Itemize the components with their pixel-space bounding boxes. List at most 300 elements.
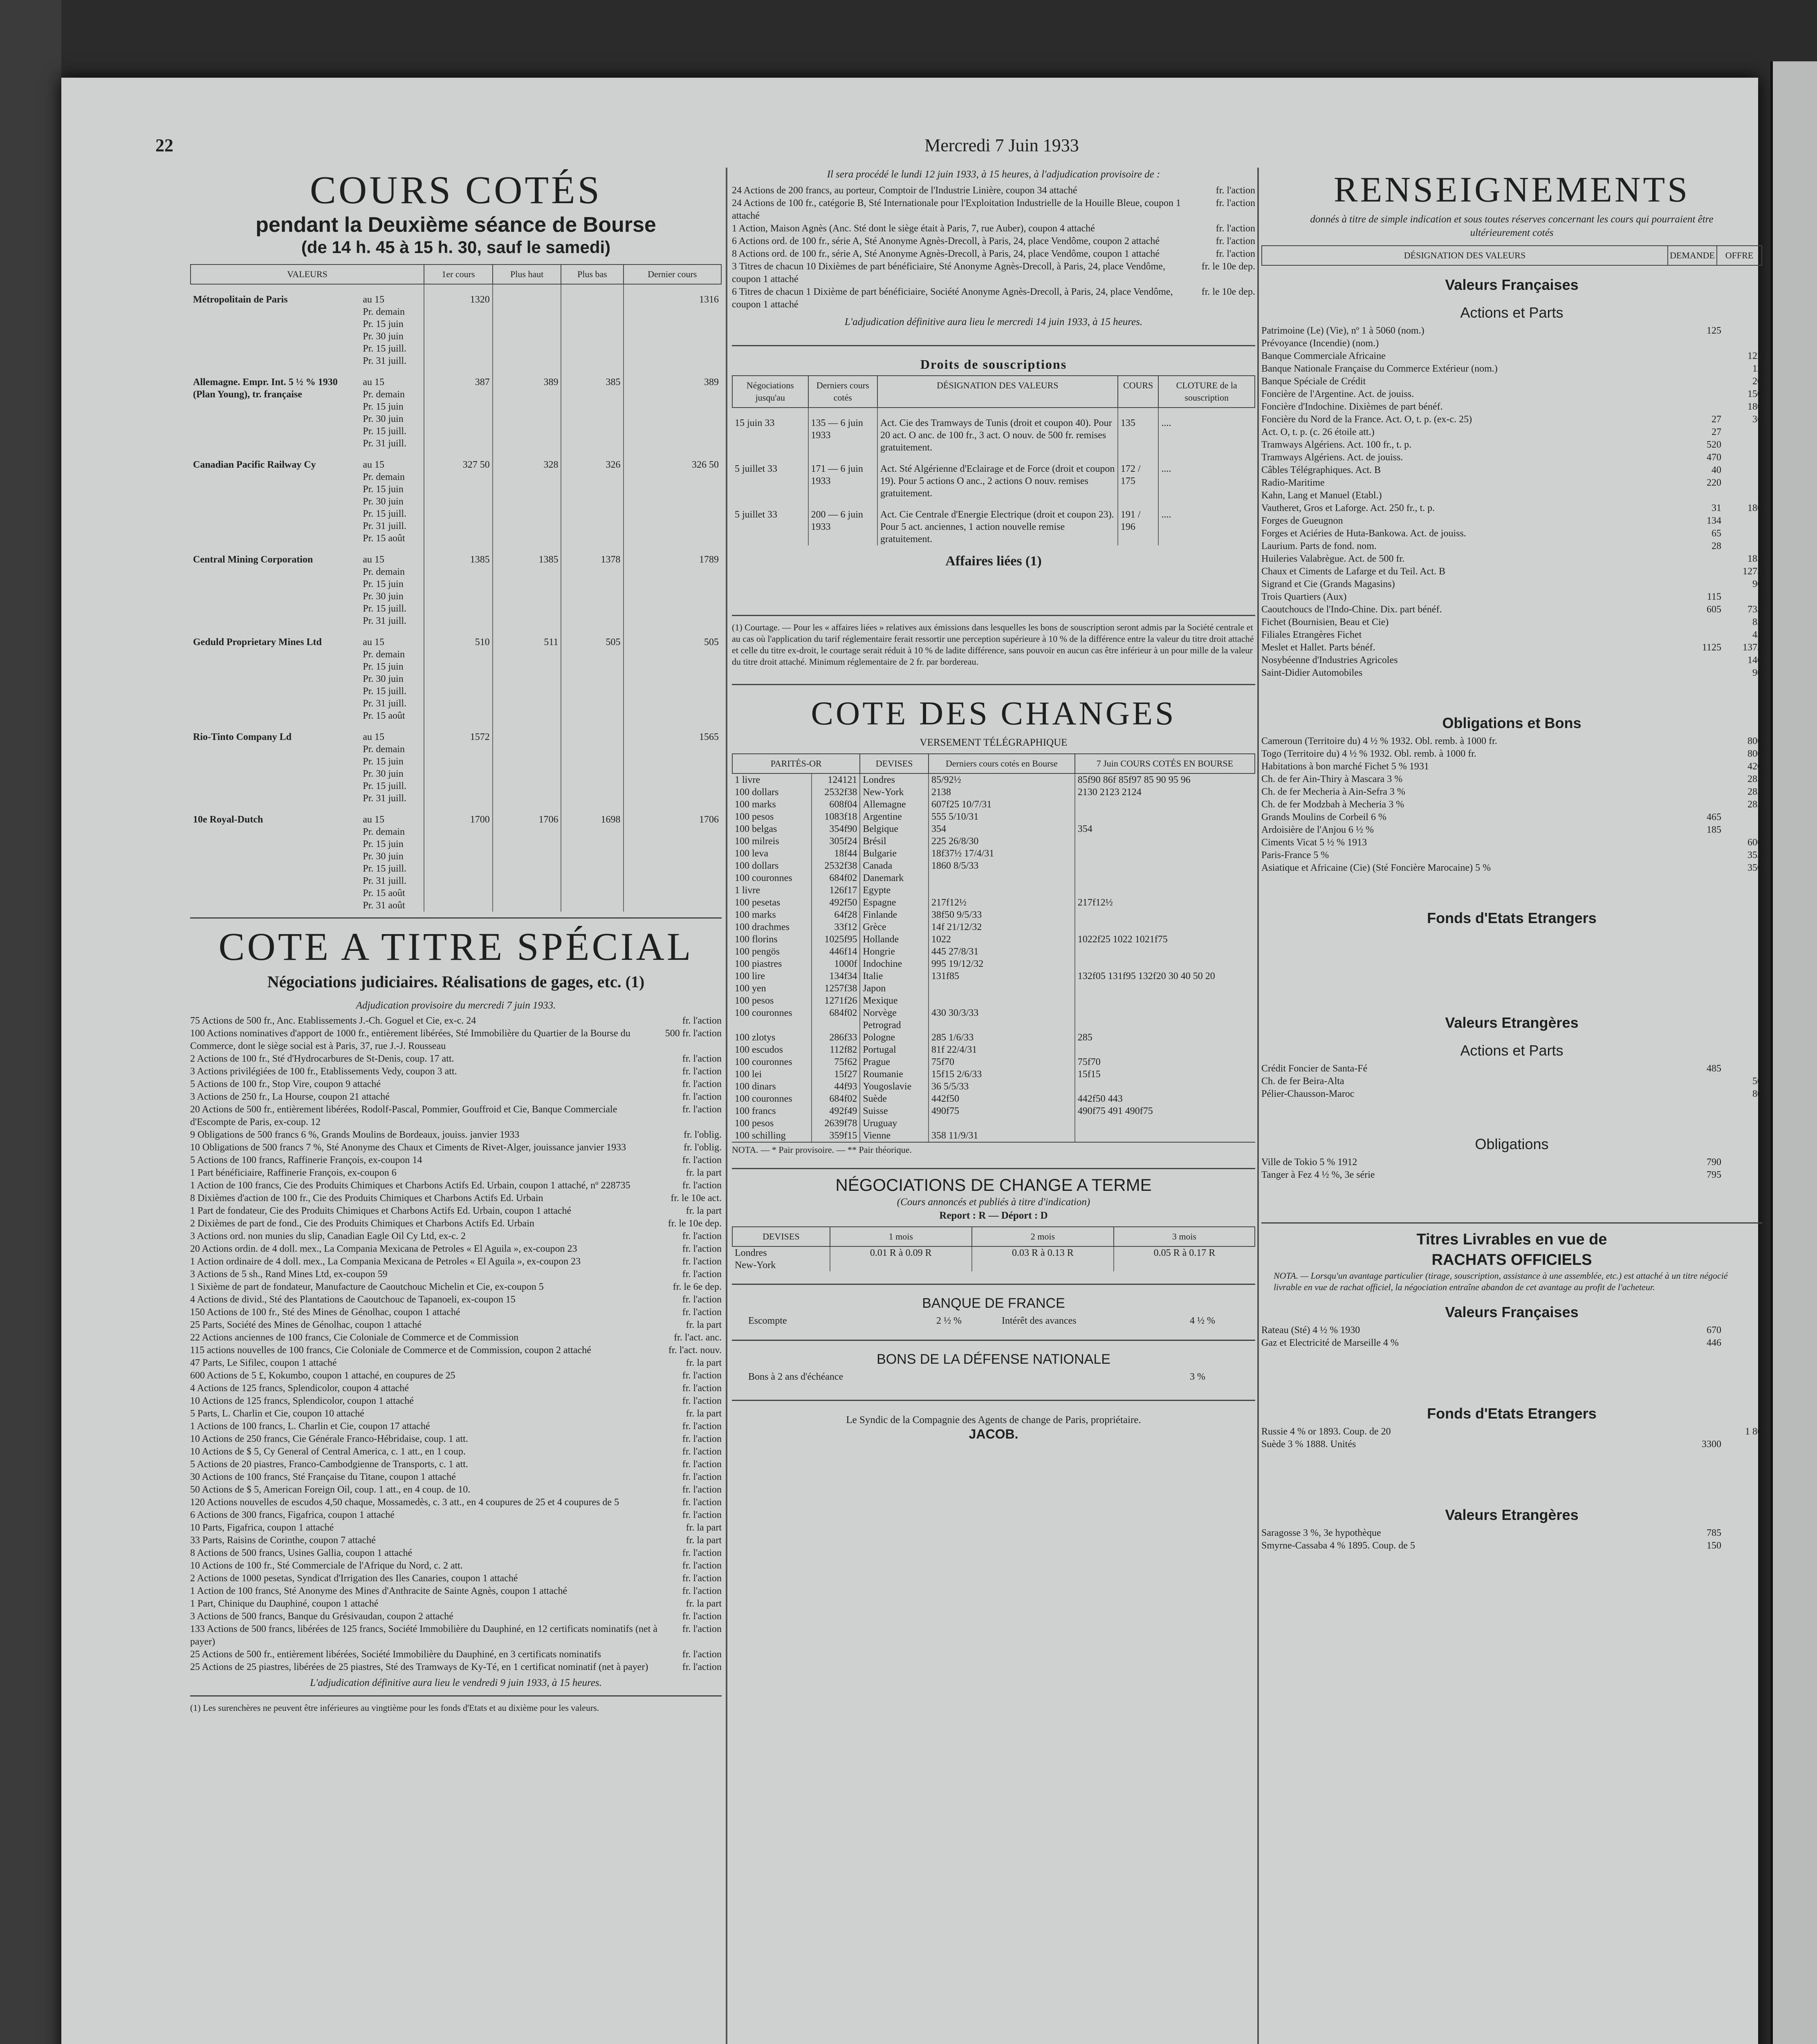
lot-item [190, 1382, 722, 1395]
table-row [732, 872, 1255, 884]
valeur-designation: Huileries Valabrègue. Act. de 500 fr. [1261, 554, 1405, 564]
valeur-designation: Asiatique et Africaine (Cie) (Sté Foncière Marocaine) 5 % [1261, 863, 1491, 873]
valeur-demande: 520 [1707, 439, 1721, 450]
lot-item [732, 260, 1255, 286]
titres-title2: RACHATS OFFICIELS [1431, 1251, 1592, 1269]
lot-text: 20 Actions de 500 fr., entièrement libérées, Rodolf-Pascal, Pommier, Gouffroid et Cie, Banque Commerciale d'Escompte de Paris, ex-coup. 12 [190, 1104, 617, 1127]
changes-cell: 15f27 [812, 1068, 860, 1080]
changes-cell: Petrograd [860, 1019, 929, 1031]
lot-item [190, 1268, 722, 1281]
valeur-offre: 140 [1747, 655, 1762, 666]
lot-item [190, 1306, 722, 1319]
changes-note: NOTA. — * Pair provisoire. — ** Pair théorique. [732, 1142, 1255, 1156]
valeur-demande: 465 [1707, 812, 1721, 823]
valeur-demande: 670 [1707, 1325, 1721, 1336]
lot-text: 8 Actions de 500 francs, Usines Gallia, coupon 1 attaché [190, 1548, 413, 1558]
changes-cell: 684f02 [812, 1007, 860, 1019]
lot-price: fr. l'action [682, 1307, 722, 1318]
changes-cell [1075, 1117, 1255, 1130]
lot-price: fr. l'action [682, 1269, 722, 1280]
changes-cell: 684f02 [812, 1093, 860, 1105]
lot-item [190, 1572, 722, 1585]
terme-cell: 0.05 R à 0.17 R [1114, 1246, 1255, 1259]
valeur-demande: 125 [1707, 325, 1721, 336]
lot-price: 500 fr. l'action [665, 1028, 722, 1039]
cours-first: 1385 [424, 545, 493, 627]
scanner-background [0, 0, 61, 2044]
terme-title: NÉGOCIATIONS DE CHANGE A TERME [835, 1175, 1152, 1195]
lot-price: fr. l'action [682, 1091, 722, 1102]
droits-cloture: .... [1158, 408, 1255, 454]
list-item [1261, 477, 1762, 489]
changes-cell [1075, 798, 1255, 811]
valeur-name: Canadian Pacific Railway Cy [193, 459, 316, 470]
lot-price: fr. la part [686, 1408, 722, 1419]
table-row [732, 408, 1255, 454]
table-row [191, 284, 721, 367]
adjudication-closing: L'adjudication définitive aura lieu le mercredi 14 juin 1933, à 15 heures. [844, 316, 1143, 327]
cote-speciale-subtitle: Négociations judiciaires. Réalisations de gages, etc. (1) [267, 973, 645, 991]
lot-text: 3 Actions de 500 francs, Banque du Grésivaudan, coupon 2 attaché [190, 1611, 453, 1622]
lot-price: fr. l'action [682, 1434, 722, 1444]
changes-cell: 100 pesos [735, 1118, 774, 1129]
divider [732, 1400, 1255, 1401]
lot-price: fr. l'action [682, 1370, 722, 1381]
changes-cell: 2639f78 [812, 1117, 860, 1130]
lot-text: 24 Actions de 200 francs, au porteur, Comptoir de l'Industrie Linière, coupon 34 attaché [732, 185, 1077, 196]
valeur-demande [1680, 363, 1721, 375]
list-item [1261, 1425, 1762, 1438]
valeur-demande [1680, 1425, 1721, 1438]
valeur-designation: Ch. de fer Beira-Alta [1261, 1076, 1344, 1087]
terme-header [732, 1175, 1255, 1222]
valeur-name: 10e Royal-Dutch [193, 814, 263, 825]
lot-text: 10 Actions de $ 5, Cy General of Central America, c. 1 att., en 1 coup. [190, 1446, 466, 1457]
valeur-demande: 446 [1707, 1338, 1721, 1348]
valeur-terms: au 15 Pr. demain Pr. 15 juin Pr. 30 juin Pr. 15 juill. Pr. 31 juill. Pr. 15 août [363, 459, 407, 544]
valeur-designation: Meslet et Hallet. Parts bénéf. [1261, 642, 1375, 653]
column-left [190, 168, 722, 2044]
valeur-offre [1721, 1527, 1762, 1540]
section-title: Obligations et Bons [1442, 715, 1581, 731]
valeur-offre: 36 [1752, 414, 1762, 425]
section-space [1261, 1100, 1762, 1125]
valeur-demande [1680, 849, 1721, 862]
droits-cloture: .... [1158, 500, 1255, 545]
lot-item [190, 1154, 722, 1167]
changes-cell: Portugal [860, 1044, 929, 1056]
valeur-demande: 785 [1707, 1528, 1721, 1538]
valeur-offre [1721, 1324, 1762, 1337]
section-subtitle: Actions et Parts [1460, 304, 1564, 321]
changes-subtitle: VERSEMENT TÉLÉGRAPHIQUE [920, 737, 1068, 748]
valeur-demande: 115 [1707, 592, 1721, 602]
divider [732, 615, 1255, 616]
list-item [1261, 350, 1762, 363]
valeur-demande [1680, 401, 1721, 413]
cours-cotes-header [190, 168, 722, 258]
lot-item [190, 1484, 722, 1496]
lot-price: fr. l'action [1216, 198, 1255, 208]
lot-item [190, 1217, 722, 1230]
changes-cell [1075, 847, 1255, 860]
lot-item [190, 1496, 722, 1509]
lot-text: 1 Sixième de part de fondateur, Manufacture de Caoutchouc Michelin et Cie, ex-coupon 5 [190, 1282, 544, 1292]
valeur-offre [1721, 1540, 1762, 1552]
changes-cell: 100 marks [735, 910, 776, 920]
changes-column-header: PARITÉS-OR [732, 754, 860, 773]
changes-cell: 217f12½ [1075, 896, 1255, 909]
valeur-offre [1721, 824, 1762, 836]
changes-cell [1075, 1080, 1255, 1093]
lot-text: 3 Actions ord. non munies du slip, Canadian Eagle Oil Cy Ltd, ex-c. 2 [190, 1231, 466, 1242]
lot-price: fr. l'action [1216, 223, 1255, 234]
lot-text: 6 Actions ord. de 100 fr., série A, Sté Anonyme Agnès-Drecoll, à Paris, 24, place Vendôme, coupon 2 attaché [732, 236, 1160, 247]
changes-cell: Canada [860, 860, 929, 872]
valeur-designation: Foncière d'Indochine. Dixièmes de part bénéf. [1261, 401, 1443, 412]
valeur-designation: Rateau (Sté) 4 ½ % 1930 [1261, 1325, 1360, 1336]
list-item [1261, 603, 1762, 616]
valeur-offre: 1375 [1743, 642, 1762, 653]
changes-cell: 38f50 9/5/33 [929, 909, 1075, 921]
changes-cell: Indochine [860, 958, 929, 970]
divider [732, 1284, 1255, 1285]
list-item [1261, 578, 1762, 591]
list-item [1261, 413, 1762, 426]
lot-text: 120 Actions nouvelles de escudos 4,50 chaque, Mossamedès, c. 3 att., en 4 coupures de 25 et 4 coupures de 5 [190, 1497, 619, 1508]
lot-item [190, 1357, 722, 1369]
cours-first: 510 [424, 627, 493, 722]
lot-item [732, 248, 1255, 260]
valeur-designation: Nosybéenne d'Industries Agricoles [1261, 655, 1398, 666]
changes-cell: 100 belgas [735, 824, 777, 834]
list-item [1261, 773, 1762, 786]
section-space [1261, 930, 1762, 1004]
cours-last: 326 50 [624, 450, 721, 545]
changes-cell [732, 1019, 812, 1031]
valeur-offre [1721, 515, 1762, 527]
changes-cell: Norvège [860, 1007, 929, 1019]
valeur-designation: Filiales Etrangères Fichet [1261, 630, 1362, 640]
cours-low: 1378 [561, 545, 623, 627]
cote-speciale-header [190, 924, 722, 992]
lot-text: 10 Actions de 125 francs, Splendicolor, coupon 1 attaché [190, 1396, 414, 1406]
valeur-demande: 185 [1707, 825, 1721, 835]
lot-price: fr. la part [686, 1168, 722, 1178]
valeur-terms: au 15 Pr. demain Pr. 15 juin Pr. 30 juin Pr. 15 juill. Pr. 31 juill. [363, 377, 407, 449]
changes-cell: 285 [1075, 1031, 1255, 1044]
list-item [1261, 388, 1762, 401]
list-item [1261, 735, 1762, 748]
changes-cell: Japon [860, 982, 929, 995]
valeur-demande [1680, 735, 1721, 748]
droits-designation: Act. Cie Centrale d'Energie Electrique (droit et coupon 23). Pour 5 act. anciennes, 1 action nouvelle remise gratuitement. [877, 500, 1118, 545]
column-rule [1257, 168, 1259, 2044]
changes-cell [1075, 1130, 1255, 1142]
changes-cell: 430 30/3/33 [929, 1007, 1075, 1019]
lot-text: 1 Action de 100 francs, Cie des Produits Chimiques et Charbons Actifs Ed. Urbain, coupon 1 attaché, nº 228735 [190, 1180, 630, 1191]
lot-text: 10 Parts, Figafrica, coupon 1 attaché [190, 1522, 334, 1533]
changes-cell [929, 1019, 1075, 1031]
changes-cell: 100 milreis [735, 836, 779, 847]
cours-last: 505 [624, 627, 721, 722]
table-row [732, 1031, 1255, 1044]
lot-item [190, 1610, 722, 1623]
lot-text: 1 Part de fondateur, Cie des Produits Chimiques et Charbons Actifs Ed. Urbain, coupon 1 attaché [190, 1206, 572, 1216]
droits-last: 171 — 6 juin 1933 [808, 454, 877, 500]
droits-title: Droits de souscriptions [920, 357, 1067, 372]
changes-cell [1075, 995, 1255, 1007]
changes-cell: 44f93 [812, 1080, 860, 1093]
changes-cell: Roumanie [860, 1068, 929, 1080]
changes-cell: 354f90 [812, 823, 860, 835]
list-item [1261, 836, 1762, 849]
changes-cell: 555 5/10/31 [929, 811, 1075, 823]
lot-text: 1 Part bénéficiaire, Raffinerie François, ex-coupon 6 [190, 1168, 397, 1178]
valeur-terms: au 15 Pr. demain Pr. 15 juin Pr. 30 juin Pr. 15 juill. Pr. 31 juill. [363, 732, 407, 804]
changes-cell: Finlande [860, 909, 929, 921]
changes-cell [929, 1117, 1075, 1130]
lot-price: fr. l'action [682, 1560, 722, 1571]
table-row [732, 970, 1255, 982]
valeur-demande: 40 [1712, 465, 1721, 475]
lot-item [190, 1205, 722, 1217]
valeur-designation: Tramways Algériens. Act. de jouiss. [1261, 452, 1403, 463]
lot-text: 600 Actions de 5 £, Kokumbo, coupon 1 attaché, en coupures de 25 [190, 1370, 455, 1381]
changes-cell: 100 lire [735, 971, 765, 982]
valeur-designation: Patrimoine (Le) (Vie), nº 1 à 5060 (nom.) [1261, 325, 1424, 336]
valeur-demande: 220 [1707, 477, 1721, 488]
changes-cell: 446f14 [812, 946, 860, 958]
table-row [732, 933, 1255, 946]
lot-price: fr. l'action [682, 1649, 722, 1660]
list-item [1261, 760, 1762, 773]
lot-text: 33 Parts, Raisins de Corinthe, coupon 7 attaché [190, 1535, 376, 1546]
valeur-demande: 790 [1707, 1157, 1721, 1168]
valeur-offre: 285 [1747, 787, 1762, 797]
cours-last: 389 [624, 367, 721, 450]
table-row [732, 921, 1255, 933]
list-item [1261, 401, 1762, 413]
lot-item [190, 1509, 722, 1522]
lot-item [190, 1369, 722, 1382]
lot-price: fr. l'action [682, 1472, 722, 1482]
terme-column-header: 1 mois [830, 1227, 972, 1246]
terme-column-header: 3 mois [1114, 1227, 1255, 1246]
divider [732, 1168, 1255, 1169]
droits-date: 5 juillet 33 [735, 464, 777, 474]
table-row [732, 884, 1255, 896]
lot-item [732, 197, 1255, 222]
titres-header [1261, 1229, 1762, 1270]
lot-text: 1 Action ordinaire de 4 doll. mex., La Compania Mexicana de Petroles « El Aguila », ex-coupon 23 [190, 1256, 581, 1267]
renseignements-column-header: DEMANDE [1668, 246, 1717, 265]
lot-item [190, 1433, 722, 1446]
changes-cell: 492f49 [812, 1105, 860, 1117]
renseignements-subtitle: donnés à titre de simple indication et sous toutes réserves concernant les cours qui pourraient être ultérieurement cotés [1310, 214, 1714, 238]
changes-cell: Bulgarie [860, 847, 929, 860]
list-item [1261, 439, 1762, 451]
lot-text: 2 Actions de 1000 pesetas, Syndicat d'Irrigation des Iles Canaries, coupon 1 attaché [190, 1573, 518, 1584]
cours-high [493, 722, 561, 805]
lot-item [190, 1395, 722, 1407]
lot-text: 3 Actions de 5 sh., Rand Mines Ltd, ex-coupon 59 [190, 1269, 388, 1280]
droits-cours: 135 [1118, 408, 1159, 454]
changes-cell: 607f25 10/7/31 [929, 798, 1075, 811]
lot-text: 2 Dixièmes de part de fond., Cie des Produits Chimiques et Charbons Actifs Ed. Urbain [190, 1218, 534, 1229]
cours-cotes-column-header: 1er cours [424, 264, 493, 284]
changes-cell: 100 drachmes [735, 922, 790, 932]
changes-cell: 100 schilling [735, 1130, 786, 1141]
lot-price: fr. l'action [682, 1079, 722, 1089]
lot-price: fr. la part [686, 1206, 722, 1216]
divider [190, 917, 722, 919]
lot-text: 5 Parts, L. Charlin et Cie, coupon 10 attaché [190, 1408, 364, 1419]
list-item [1261, 849, 1762, 862]
lot-item [190, 1407, 722, 1420]
lot-item [732, 222, 1255, 235]
table-row [732, 1246, 1255, 1259]
cours-low [561, 722, 623, 805]
changes-cell: 492f50 [812, 896, 860, 909]
valeur-name: Allemagne. Empr. Int. 5 ½ % 1930 (Plan Young), tr. française [193, 377, 338, 400]
changes-cell: 1022 [929, 933, 1075, 946]
lot-text: 24 Actions de 100 fr., catégorie B, Sté Internationale pour l'Exploitation Industrielle de la Houille Bleue, coupon 1 attaché [732, 198, 1181, 221]
signature-name: JACOB. [969, 1427, 1018, 1441]
valeur-offre [1721, 426, 1762, 439]
table-row [732, 454, 1255, 500]
cours-low: 1698 [561, 805, 623, 912]
escompte-label: Escompte [748, 1316, 787, 1326]
droits-date: 15 juin 33 [735, 418, 775, 428]
column-rule [726, 168, 727, 2044]
lot-text: 22 Actions anciennes de 100 francs, Cie Coloniale de Commerce et de Commission [190, 1332, 519, 1343]
changes-cell: 445 27/8/31 [929, 946, 1075, 958]
lot-item [732, 286, 1255, 311]
valeur-offre: 80 [1752, 1089, 1762, 1099]
changes-cell: 75f70 [929, 1056, 1075, 1068]
changes-cell: 100 lei [735, 1069, 762, 1080]
changes-cell: 2532f38 [812, 860, 860, 872]
lot-price: fr. l'action [682, 1611, 722, 1622]
terme-column-header: 2 mois [972, 1227, 1114, 1246]
lot-item [190, 1534, 722, 1547]
table-row [732, 1105, 1255, 1117]
cours-cotes-column-header: Plus bas [561, 264, 623, 284]
lot-text: 150 Actions de 100 fr., Sté des Mines de Génolhac, coupon 1 attaché [190, 1307, 460, 1318]
changes-cell: 100 pesos [735, 995, 774, 1006]
cours-last: 1316 [624, 284, 721, 367]
lot-price: fr. l'action [682, 1396, 722, 1406]
list-item [1261, 798, 1762, 811]
changes-cell: 81f 22/4/31 [929, 1044, 1075, 1056]
changes-cell: 684f02 [812, 872, 860, 884]
adjudication-lots [732, 184, 1255, 311]
changes-column-header: Derniers cours cotés en Bourse [929, 754, 1075, 773]
valeur-name: Central Mining Corporation [193, 554, 313, 565]
lot-item [190, 1015, 722, 1027]
valeur-offre: 50 [1752, 1076, 1762, 1087]
changes-cell: 442f50 [929, 1093, 1075, 1105]
cours-high: 1385 [493, 545, 561, 627]
adjudication-intro: Il sera procédé le lundi 12 juin 1933, à 15 heures, à l'adjudication provisoire de : [827, 169, 1160, 180]
droits-column-header: DÉSIGNATION DES VALEURS [877, 376, 1118, 408]
lot-price: fr. la part [686, 1535, 722, 1546]
table-row [732, 1007, 1255, 1019]
changes-cell: 36 5/5/33 [929, 1080, 1075, 1093]
lot-text: 5 Actions de 100 fr., Stop Vire, coupon 9 attaché [190, 1079, 381, 1089]
valeur-designation: Banque Commerciale Africaine [1261, 351, 1386, 361]
lot-text: 8 Actions ord. de 100 fr., série A, Sté Anonyme Agnès-Drecoll, à Paris, 24, place Vendôme, coupon 1 attaché [732, 249, 1160, 259]
valeur-demande [1680, 748, 1721, 760]
table-row [191, 450, 721, 545]
valeur-offre: 800 [1747, 736, 1762, 746]
valeur-offre [1721, 489, 1762, 502]
lot-item [190, 1078, 722, 1091]
list-item [1261, 464, 1762, 477]
changes-cell: 64f28 [812, 909, 860, 921]
changes-cell: 100 couronnes [735, 1008, 792, 1018]
lot-price: fr. l'action [682, 1383, 722, 1394]
changes-cell: 1083f18 [812, 811, 860, 823]
changes-cell: Prague [860, 1056, 929, 1068]
lot-item [190, 1560, 722, 1572]
list-item [1261, 654, 1762, 667]
changes-cell: 126f17 [812, 884, 860, 896]
renseignements-column-header: DÉSIGNATION DES VALEURS [1262, 246, 1668, 265]
signature-line: Le Syndic de la Compagnie des Agents de change de Paris, propriétaire. [846, 1414, 1141, 1425]
changes-cell: 305f24 [812, 835, 860, 847]
cours-low [561, 284, 623, 367]
valeur-terms: au 15 Pr. demain Pr. 15 juin Pr. 30 juin Pr. 15 juill. Pr. 31 juill. [363, 554, 407, 626]
table-row [191, 722, 721, 805]
lot-item [190, 1167, 722, 1179]
table-row [732, 500, 1255, 545]
lot-price: fr. l'action [682, 1586, 722, 1596]
table-row [732, 860, 1255, 872]
valeur-offre [1721, 337, 1762, 350]
valeur-designation: Smyrne-Cassaba 4 % 1895. Coup. de 5 [1261, 1540, 1415, 1551]
valeur-name: Métropolitain de Paris [193, 294, 288, 305]
list-item [1261, 1540, 1762, 1552]
list-item [1261, 540, 1762, 553]
valeur-offre [1721, 1156, 1762, 1169]
cote-speciale-closing: L'adjudication définitive aura lieu le vendredi 9 juin 1933, à 15 heures. [310, 1677, 602, 1688]
divider [732, 684, 1255, 685]
droits-date: 5 juillet 33 [735, 509, 777, 520]
lot-item [190, 1179, 722, 1192]
table-row [191, 545, 721, 627]
list-item [1261, 748, 1762, 760]
valeur-designation: Saint-Didier Automobiles [1261, 668, 1363, 678]
list-item [1261, 565, 1762, 578]
changes-cell: 1257f38 [812, 982, 860, 995]
list-item [1261, 553, 1762, 565]
valeur-offre: 420 [1747, 761, 1762, 772]
lot-price: fr. l'action [682, 1066, 722, 1077]
changes-cell: Suisse [860, 1105, 929, 1117]
valeur-offre [1721, 464, 1762, 477]
table-row [732, 1259, 1255, 1271]
changes-cell: 85/92½ [929, 773, 1075, 786]
valeur-offre [1721, 451, 1762, 464]
changes-cell: 100 dinars [735, 1081, 776, 1092]
changes-cell: Suède [860, 1093, 929, 1105]
bons-text: Bons à 2 ans d'échéance [748, 1372, 843, 1382]
changes-table [732, 753, 1255, 1142]
avances-value: 4 ½ % [1190, 1316, 1215, 1326]
valeur-designation: Suède 3 % 1888. Unités [1261, 1439, 1356, 1450]
